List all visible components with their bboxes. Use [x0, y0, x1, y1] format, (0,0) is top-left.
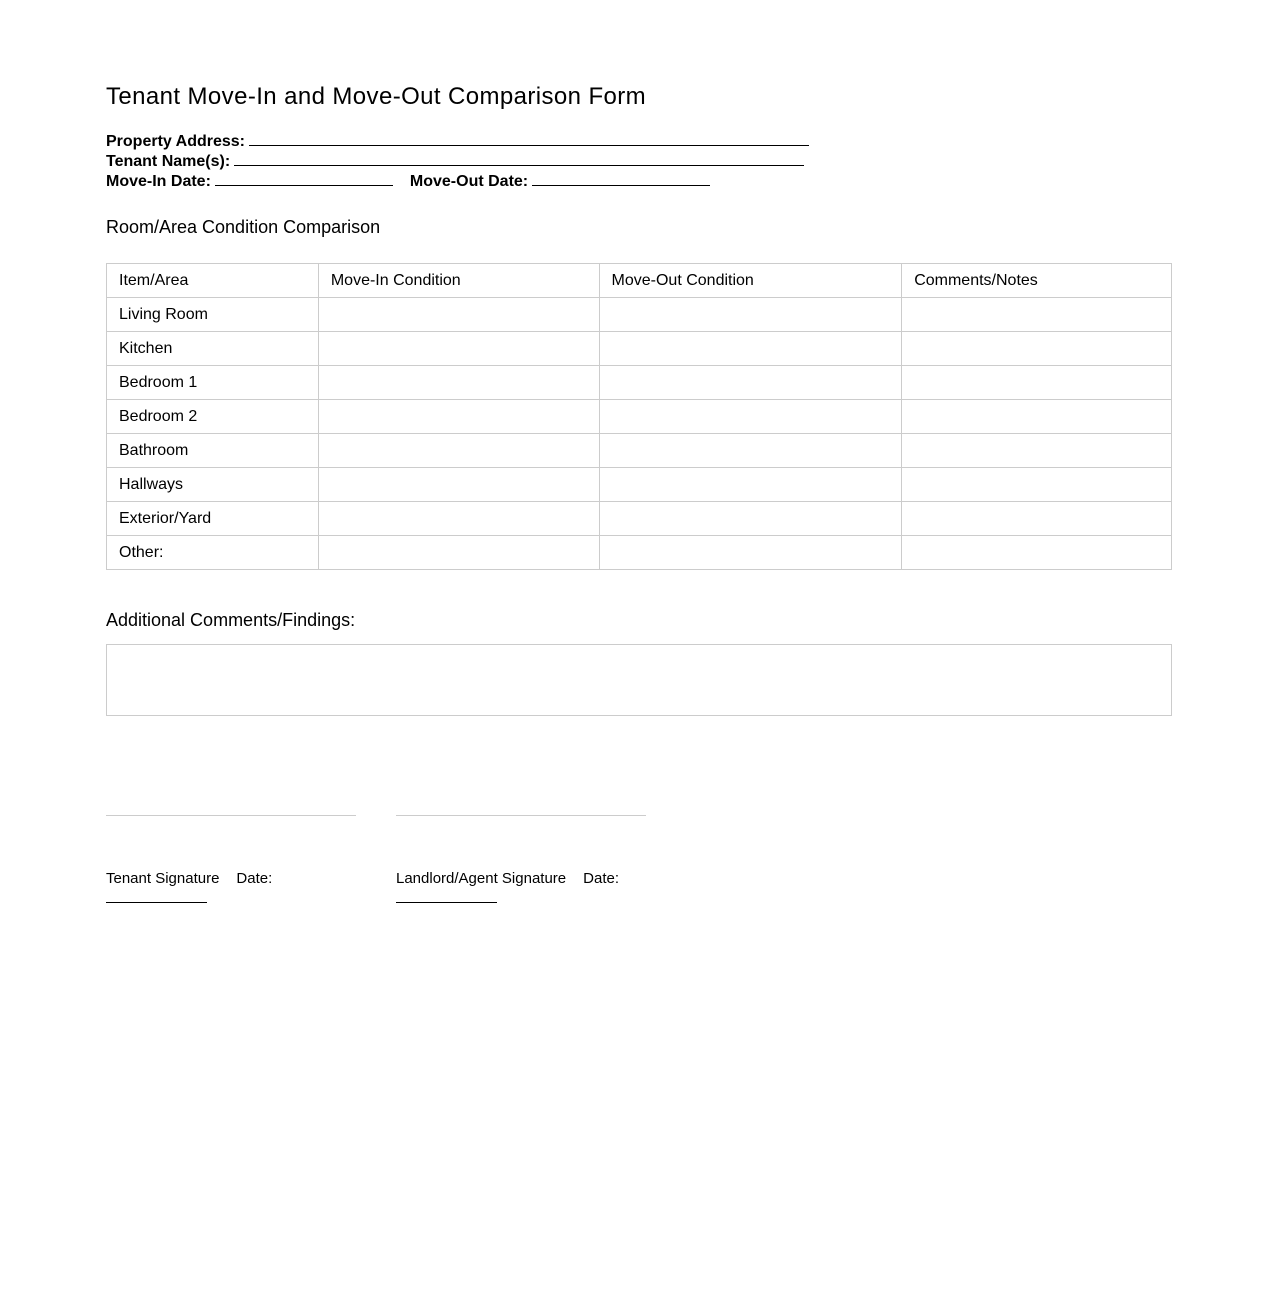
comments-cell[interactable]: [902, 366, 1172, 400]
landlord-date-label: Date:: [583, 870, 619, 887]
column-header: Comments/Notes: [902, 264, 1172, 298]
item-area-cell: Bathroom: [107, 434, 319, 468]
tenant-signature-line[interactable]: [106, 815, 356, 816]
tenant-date-field[interactable]: [106, 902, 207, 903]
move-out-cell[interactable]: [599, 298, 902, 332]
table-row: [107, 332, 1172, 366]
move-in-cell[interactable]: [318, 468, 599, 502]
tenant-signature-label: Tenant Signature: [106, 870, 220, 887]
item-area-cell: Bedroom 2: [107, 400, 319, 434]
move-in-date-label: Move-In Date:: [106, 173, 211, 190]
move-in-cell[interactable]: [318, 434, 599, 468]
table-row: [107, 400, 1172, 434]
table-row: [107, 536, 1172, 570]
landlord-signature-line[interactable]: [396, 815, 646, 816]
column-header: Item/Area: [107, 264, 319, 298]
comments-cell[interactable]: [902, 400, 1172, 434]
comments-cell[interactable]: [902, 468, 1172, 502]
tenant-names-field[interactable]: [234, 151, 804, 166]
move-in-cell[interactable]: [318, 400, 599, 434]
move-in-date-field[interactable]: [215, 171, 393, 186]
comments-cell[interactable]: [902, 502, 1172, 536]
table-row: [107, 298, 1172, 332]
property-address-label: Property Address:: [106, 133, 245, 150]
move-out-date-field[interactable]: [532, 171, 710, 186]
move-in-cell[interactable]: [318, 332, 599, 366]
comments-cell[interactable]: [902, 332, 1172, 366]
comments-cell[interactable]: [902, 536, 1172, 570]
item-area-cell: Kitchen: [107, 332, 319, 366]
item-area-cell: Other:: [107, 536, 319, 570]
table-row: [107, 366, 1172, 400]
table-row: [107, 502, 1172, 536]
property-address-field[interactable]: [249, 131, 809, 146]
comments-cell[interactable]: [902, 298, 1172, 332]
additional-comments-box[interactable]: [106, 644, 1172, 716]
move-out-cell[interactable]: [599, 332, 902, 366]
header-fields: [106, 131, 809, 191]
column-header: Move-Out Condition: [599, 264, 902, 298]
table-header-row: [107, 264, 1172, 298]
tenant-date-label: Date:: [236, 870, 273, 887]
item-area-cell: Hallways: [107, 468, 319, 502]
section-title: Room/Area Condition Comparison: [106, 217, 381, 237]
item-area-cell: Living Room: [107, 298, 319, 332]
move-out-date-label: Move-Out Date:: [409, 173, 529, 190]
move-out-cell[interactable]: [599, 502, 902, 536]
move-in-cell[interactable]: [318, 298, 599, 332]
landlord-signature-label: Landlord/Agent Signature: [396, 870, 567, 887]
page-title: Tenant Move-In and Move-Out Comparison Form: [106, 83, 647, 110]
landlord-date-field[interactable]: [396, 902, 497, 903]
comments-cell[interactable]: [902, 434, 1172, 468]
move-out-cell[interactable]: [599, 434, 902, 468]
table-row: [107, 434, 1172, 468]
move-out-cell[interactable]: [599, 536, 902, 570]
condition-table: [106, 263, 1172, 570]
item-area-cell: Bedroom 1: [107, 366, 319, 400]
move-in-cell[interactable]: [318, 536, 599, 570]
move-in-cell[interactable]: [318, 502, 599, 536]
move-out-cell[interactable]: [599, 366, 902, 400]
tenant-names-label: Tenant Name(s):: [106, 153, 231, 170]
column-header: Move-In Condition: [318, 264, 599, 298]
move-in-cell[interactable]: [318, 366, 599, 400]
move-out-cell[interactable]: [599, 468, 902, 502]
table-row: [107, 468, 1172, 502]
move-out-cell[interactable]: [599, 400, 902, 434]
item-area-cell: Exterior/Yard: [107, 502, 319, 536]
additional-comments-title: Additional Comments/Findings:: [106, 610, 356, 630]
